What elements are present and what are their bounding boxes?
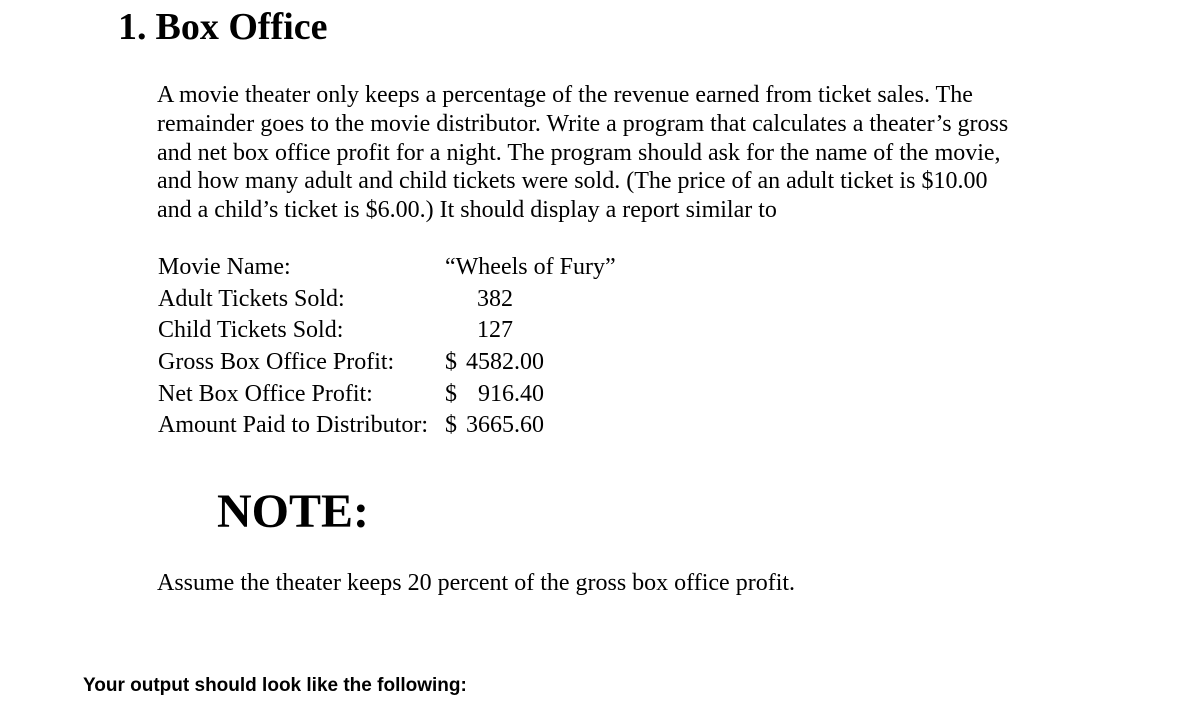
report-amount: 3665.60 xyxy=(466,412,544,439)
report-value xyxy=(445,410,544,442)
report-row-distributor-amount xyxy=(158,410,638,442)
report-row-movie-name xyxy=(158,252,638,284)
section-number: 1. xyxy=(118,6,147,48)
section-heading xyxy=(118,4,328,50)
section-title: Box Office xyxy=(155,6,328,48)
report-label: Movie Name: xyxy=(158,254,291,280)
report-amount: 916.40 xyxy=(478,380,544,407)
description-line: A movie theater only keeps a percentage of the revenue earned from ticket sales. The xyxy=(157,82,973,108)
report-value xyxy=(445,379,544,411)
report-row-gross-profit xyxy=(158,347,638,379)
report-label: Adult Tickets Sold: xyxy=(158,285,345,312)
report-label: Amount Paid to Distributor: xyxy=(158,412,428,439)
problem-description xyxy=(157,81,1057,225)
currency-symbol: $ xyxy=(445,412,457,439)
description-line: and net box office profit for a night. The program should ask for the name of the movie, xyxy=(157,139,1001,166)
report-label: Net Box Office Profit: xyxy=(158,380,373,407)
output-instruction: Your output should look like the following: xyxy=(83,675,467,696)
note-title: NOTE: xyxy=(217,485,370,538)
report-row-child-tickets xyxy=(158,315,638,347)
report-value: 127 xyxy=(477,317,513,344)
report-value: “Wheels of Fury” xyxy=(445,254,616,280)
currency-symbol: $ xyxy=(445,349,457,376)
report-label: Child Tickets Sold: xyxy=(158,317,344,344)
note-text: Assume the theater keeps 20 percent of the gross box office profit. xyxy=(157,570,796,596)
description-line: and how many adult and child tickets were sold. (The price of an adult ticket is $10.00 xyxy=(157,168,988,195)
report-row-net-profit xyxy=(158,379,638,411)
report-label: Gross Box Office Profit: xyxy=(158,349,395,376)
description-line: remainder goes to the movie distributor. Write a program that calculates a theater’s gross xyxy=(157,110,1009,137)
report-row-adult-tickets xyxy=(158,284,638,316)
currency-symbol: $ xyxy=(445,380,457,407)
sample-report xyxy=(158,252,638,442)
report-value: 382 xyxy=(477,285,513,312)
report-amount: 4582.00 xyxy=(466,349,544,376)
description-line: and a child’s ticket is $6.00.) It should display a report similar to xyxy=(157,197,777,224)
report-value xyxy=(445,347,544,379)
